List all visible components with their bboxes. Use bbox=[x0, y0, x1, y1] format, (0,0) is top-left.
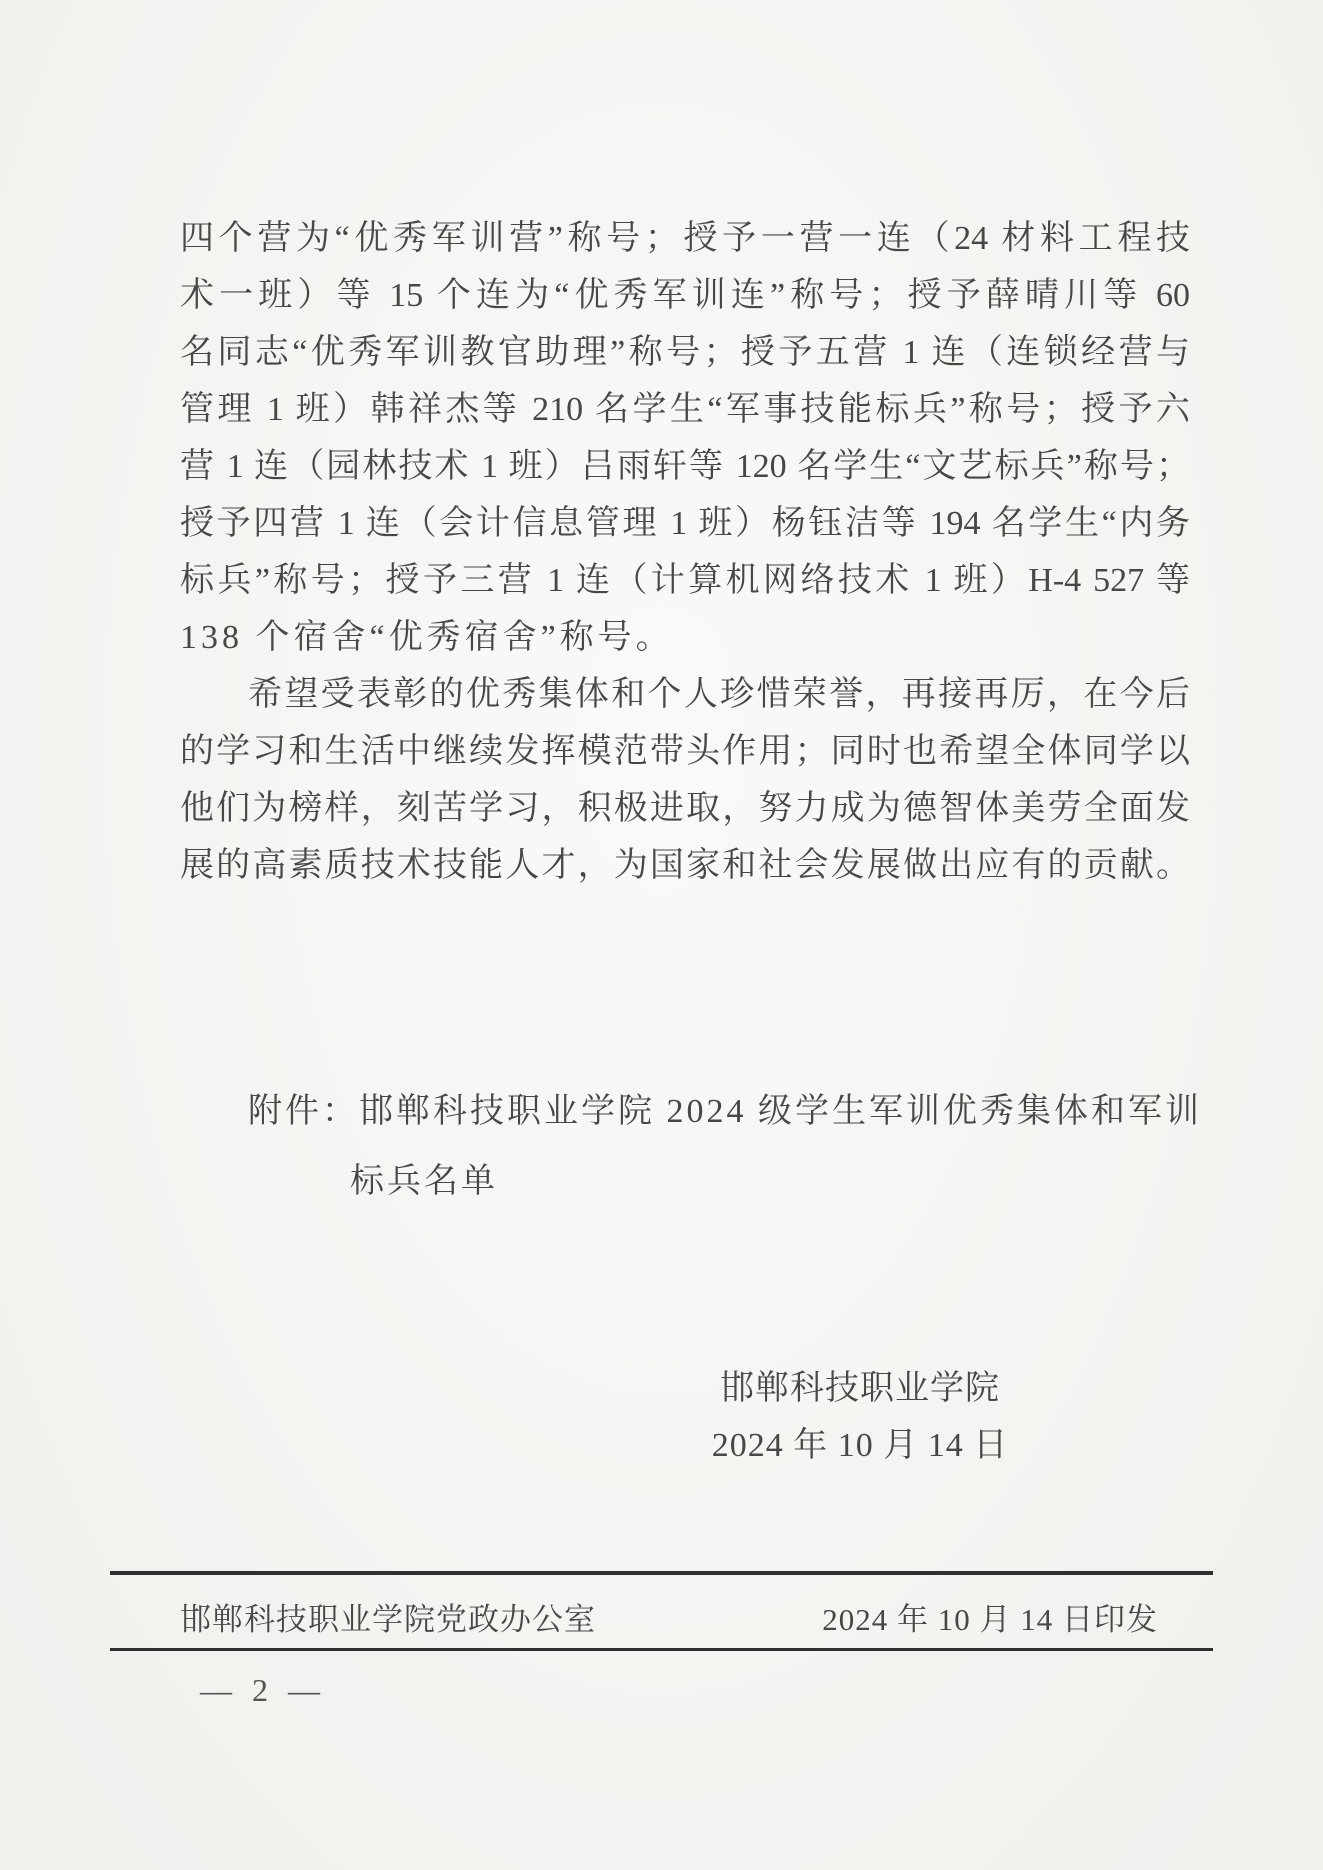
footer-issuer: 邯郸科技职业学院党政办公室 bbox=[180, 1602, 596, 1637]
page-number: — 2 — bbox=[200, 1672, 326, 1708]
signature-org: 邯郸科技职业学院 bbox=[720, 1370, 1000, 1407]
footer-rule-top bbox=[110, 1571, 1213, 1575]
paragraph1-line-2: 术一班）等 15 个连为“优秀军训连”称号；授予薛晴川等 60 bbox=[180, 277, 1190, 314]
signature-block bbox=[620, 1360, 1100, 1474]
paragraph2-line-4: 展的高素质技术技能人才，为国家和社会发展做出应有的贡献。 bbox=[180, 847, 1190, 884]
attachment-line-2: 标兵名单 bbox=[350, 1163, 498, 1200]
paragraph1-line-7: 标兵”称号；授予三营 1 连（计算机网络技术 1 班）H-4 527 等 bbox=[180, 562, 1190, 599]
footer-rule-bottom bbox=[110, 1648, 1213, 1651]
attachment-note bbox=[180, 1077, 1202, 1217]
paragraph2-line-2: 的学习和生活中继续发挥模范带头作用；同时也希望全体同学以 bbox=[180, 733, 1190, 770]
paragraph1-line-5: 营 1 连（园林技术 1 班）吕雨轩等 120 名学生“文艺标兵”称号； bbox=[180, 448, 1190, 485]
paragraph1-line-8: 138 个宿舍“优秀宿舍”称号。 bbox=[180, 619, 674, 656]
attachment-line-1: 附件：邯郸科技职业学院 2024 级学生军训优秀集体和军训 bbox=[248, 1093, 1202, 1130]
paragraph1-line-1: 四个营为“优秀军训营”称号；授予一营一连（24 材料工程技 bbox=[180, 220, 1190, 257]
paragraph1-line-4: 管理 1 班）韩祥杰等 210 名学生“军事技能标兵”称号；授予六 bbox=[180, 391, 1190, 428]
paragraph1-line-6: 授予四营 1 连（会计信息管理 1 班）杨钰洁等 194 名学生“内务 bbox=[180, 505, 1190, 542]
footer-print-date: 2024 年 10 月 14 日印发 bbox=[822, 1602, 1158, 1637]
paragraph1-line-3: 名同志“优秀军训教官助理”称号；授予五营 1 连（连锁经营与 bbox=[180, 334, 1190, 371]
signature-date: 2024 年 10 月 14 日 bbox=[711, 1427, 1009, 1464]
paragraph2-line-1: 希望受表彰的优秀集体和个人珍惜荣誉，再接再厉，在今后 bbox=[248, 676, 1190, 713]
footer-row bbox=[180, 1598, 1158, 1642]
body-text bbox=[180, 210, 1190, 894]
paragraph2-line-3: 他们为榜样，刻苦学习，积极进取，努力成为德智体美劳全面发 bbox=[180, 790, 1190, 827]
